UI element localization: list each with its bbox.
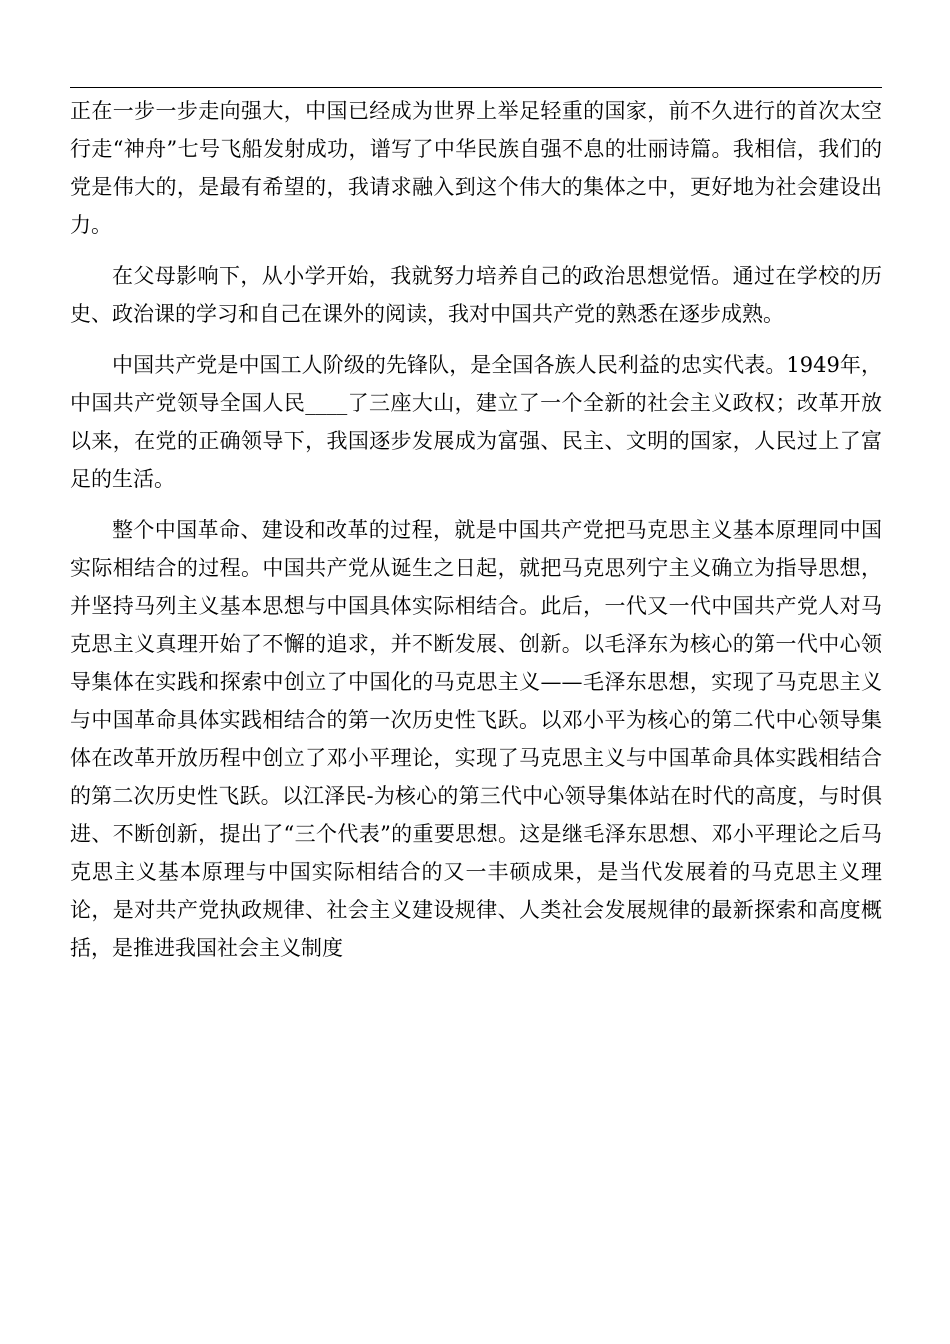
paragraph-marxism: 整个中国革命、建设和改革的过程，就是中国共产党把马克思主义基本原理同中国实际相结合的过程。中国共产党从诞生之日起，就把马克思列宁主义确立为指导思想，并坚持马列主义基本思想与中国具体实际相结合。此后，一代又一代中国共产党人对马克思主义真理开始了不懈的追求，并不断发展、创新。以毛泽东为核心的第一代中心领导集体在实践和探索中创立了中国化的马克思主义——毛泽东思想，实现了马克思主义与中国革命具体实践相结合的第一次历史性飞跃。以邓小平为核心的第二代中心领导集体在改革开放历程中创立了邓小平理论，实现了马克思主义与中国革命具体实践相结合的第二次历史性飞跃。以江泽民-为核心的第三代中心领导集体站在时代的高度，与时俱进、不断创新，提出了“三个代表”的重要思想。这是继毛泽东思想、邓小平理论之后马克思主义基本原理与中国实际相结合的又一丰硕成果，是当代发展着的马克思主义理论，是对共产党执政规律、社会主义建设规律、人类社会发展规律的最新探索和高度概括，是推进我国社会主义制度	[70, 518, 882, 960]
paragraph-party-history: 中国共产党是中国工人阶级的先锋队，是全国各族人民利益的忠实代表。1949年，中国共产党领导全国人民____了三座大山，建立了一个全新的社会主义政权；改革开放以来，在党的正确领导下，我国逐步发展成为富强、民主、文明的国家，人民过上了富足的生活。	[70, 353, 882, 491]
document-body	[70, 92, 882, 967]
header-rule	[70, 87, 882, 88]
paragraph-upbringing: 在父母影响下，从小学开始，我就努力培养自己的政治思想觉悟。通过在学校的历史、政治课的学习和自己在课外的阅读，我对中国共产党的熟悉在逐步成熟。	[70, 264, 882, 326]
paragraph-continuation: 正在一步一步走向强大，中国已经成为世界上举足轻重的国家，前不久进行的首次太空行走“神舟”七号飞船发射成功，谱写了中华民族自强不息的壮丽诗篇。我相信，我们的党是伟大的，是最有希望的，我请求融入到这个伟大的集体之中，更好地为社会建设出力。	[70, 99, 882, 237]
